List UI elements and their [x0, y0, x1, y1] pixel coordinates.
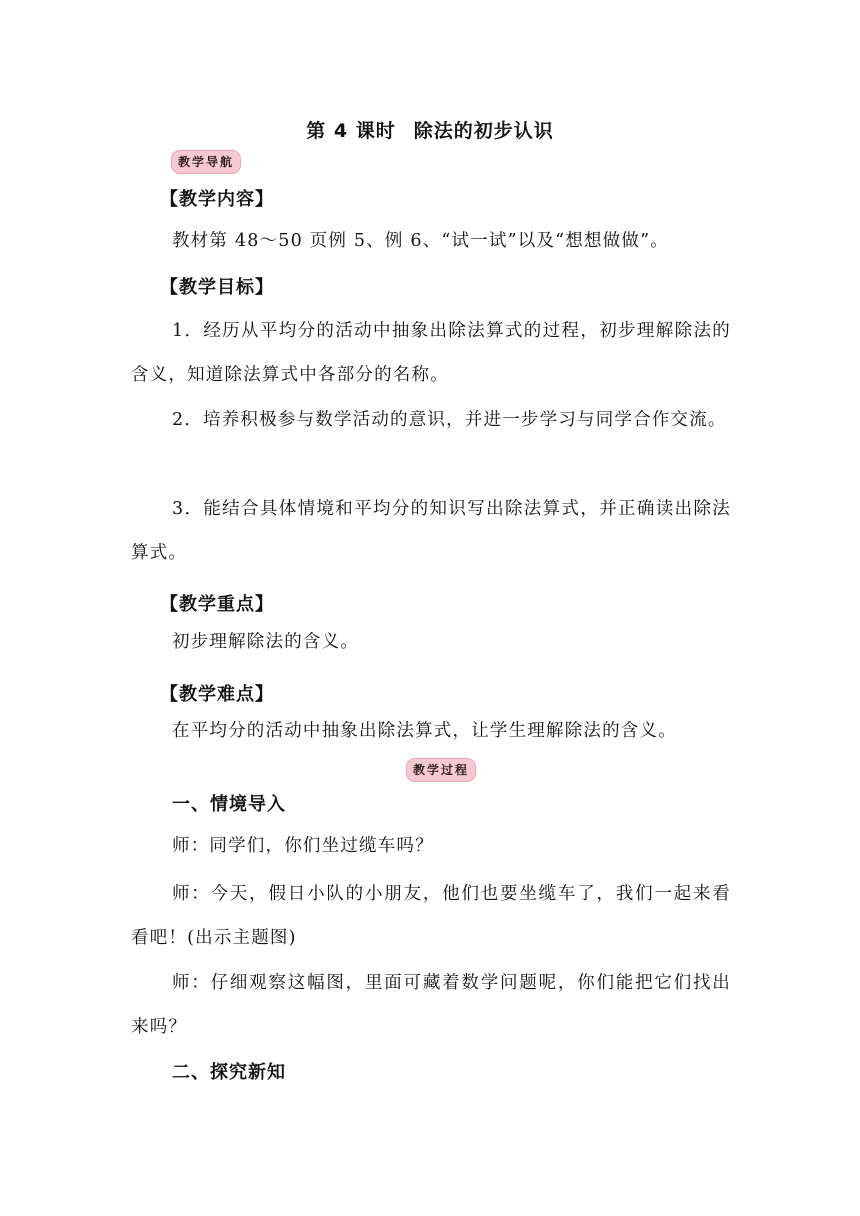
- lesson-title: [0, 116, 860, 143]
- dialogue-line-3: 师：仔细观察这幅图，里面可藏着数学问题呢，你们能把它们找出来吗？: [131, 973, 731, 1037]
- goals-heading: 【教学目标】: [160, 277, 274, 298]
- content-text: 教材第 48～50 页例 5、例 6、“试一试”以及“想想做做”。: [172, 231, 669, 251]
- dialogue-line-2: 师：今天，假日小队的小朋友，他们也要坐缆车了，我们一起来看看吧！(出示主题图): [131, 884, 731, 948]
- lesson-number: 第 4 课时: [306, 120, 396, 142]
- key-point-heading: 【教学重点】: [160, 594, 274, 615]
- teaching-guide-badge: 教学导航: [171, 150, 241, 174]
- part1-heading: 一、情境导入: [172, 794, 286, 815]
- goal-item-2: 2．培养积极参与数学活动的意识，并进一步学习与同学合作交流。: [172, 410, 727, 430]
- teaching-process-badge: 教学过程: [406, 758, 476, 782]
- difficulty-text: 在平均分的活动中抽象出除法算式，让学生理解除法的含义。: [172, 721, 677, 741]
- part2-heading: 二、探究新知: [172, 1062, 286, 1083]
- difficulty-heading: 【教学难点】: [160, 684, 274, 705]
- goal-item-3: 3．能结合具体情境和平均分的知识写出除法算式，并正确读出除法算式。: [131, 499, 731, 563]
- content-heading: 【教学内容】: [160, 189, 274, 210]
- dialogue-line-1: 师：同学们，你们坐过缆车吗？: [172, 836, 434, 856]
- lesson-topic: 除法的初步认识: [413, 120, 554, 142]
- key-point-text: 初步理解除法的含义。: [172, 632, 359, 652]
- goal-item-1: 1．经历从平均分的活动中抽象出除法算式的过程，初步理解除法的含义，知道除法算式中各部分的名称。: [131, 321, 731, 385]
